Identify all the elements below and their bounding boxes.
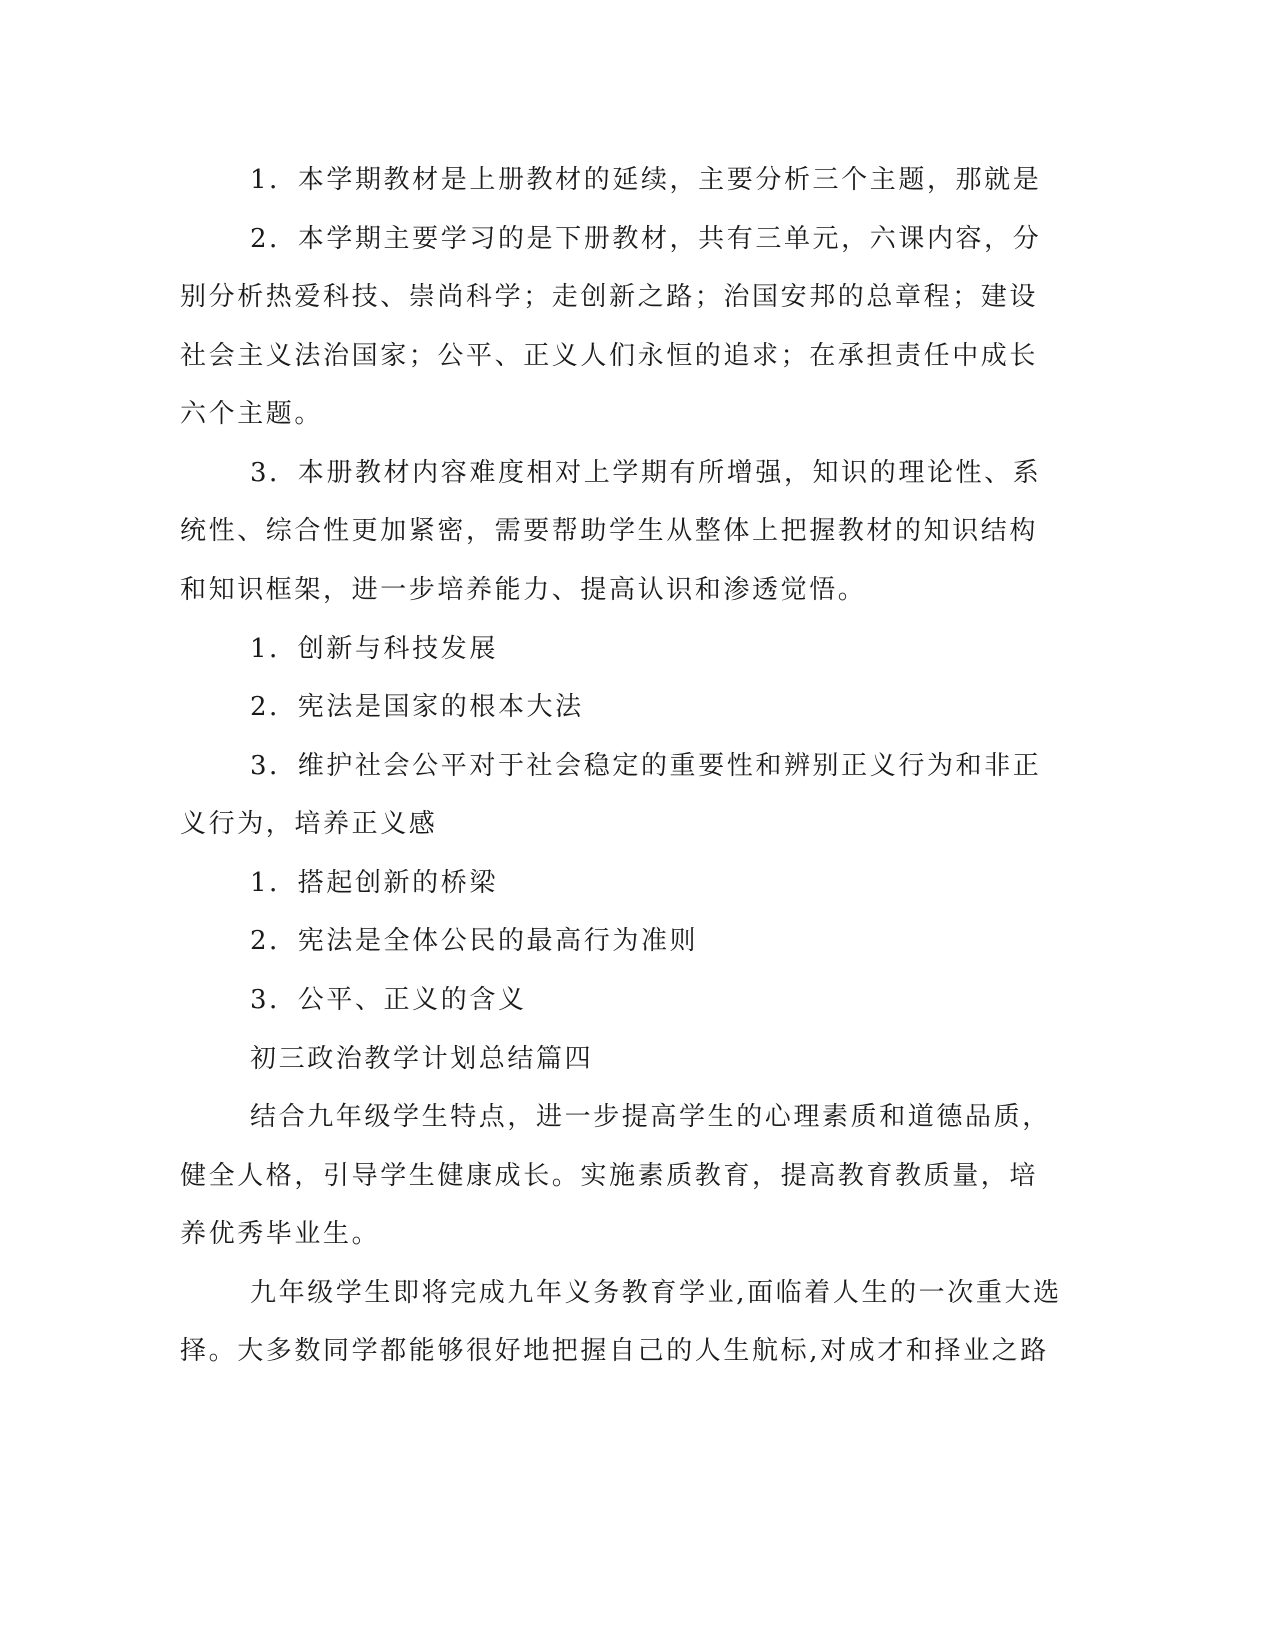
text-line-3: 别分析热爱科技、崇尚科学；走创新之路；治国安邦的总章程；建设: [180, 282, 1039, 312]
text-line-4: 社会主义法治国家；公平、正义人们永恒的追求；在承担责任中成长: [180, 341, 1039, 371]
text-line-2: 2．本学期主要学习的是下册教材，共有三单元，六课内容，分: [250, 224, 1042, 254]
text-line-8: 和知识框架，进一步培养能力、提高认识和渗透觉悟。: [180, 575, 867, 605]
text-line-1: 1．本学期教材是上册教材的延续，主要分析三个主题，那就是: [250, 165, 1042, 195]
text-line-5: 六个主题。: [180, 399, 324, 429]
text-line-17: 结合九年级学生特点，进一步提高学生的心理素质和道德品质，: [250, 1102, 1051, 1132]
text-line-6: 3．本册教材内容难度相对上学期有所增强，知识的理论性、系: [250, 458, 1042, 488]
text-line-11: 3．维护社会公平对于社会稳定的重要性和辨别正义行为和非正: [250, 751, 1042, 781]
text-line-7: 统性、综合性更加紧密，需要帮助学生从整体上把握教材的知识结构: [180, 516, 1039, 546]
text-line-13: 1．搭起创新的桥梁: [250, 868, 498, 898]
text-line-12: 义行为，培养正义感: [180, 809, 438, 839]
text-line-14: 2．宪法是全体公民的最高行为准则: [250, 926, 699, 956]
text-line-9: 1．创新与科技发展: [250, 634, 498, 664]
text-line-21: 择。大多数同学都能够很好地把握自己的人生航标,对成才和择业之路: [180, 1336, 1049, 1366]
text-line-19: 养优秀毕业生。: [180, 1219, 381, 1249]
section-heading: 初三政治教学计划总结篇四: [250, 1044, 594, 1074]
text-line-20: 九年级学生即将完成九年义务教育学业,面临着人生的一次重大选: [250, 1278, 1062, 1308]
text-line-15: 3．公平、正义的含义: [250, 985, 527, 1015]
text-line-18: 健全人格，引导学生健康成长。实施素质教育，提高教育教质量，培: [180, 1161, 1039, 1191]
text-line-10: 2．宪法是国家的根本大法: [250, 692, 584, 722]
